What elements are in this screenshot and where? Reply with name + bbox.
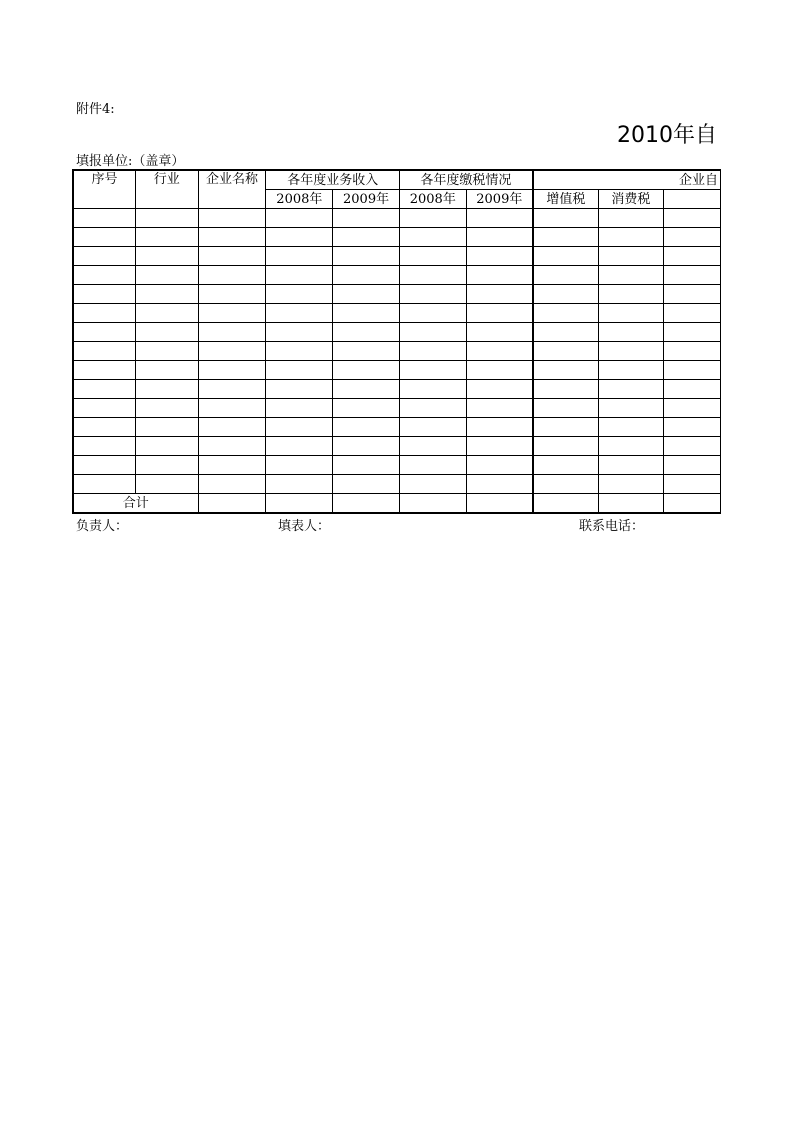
entry-cell[interactable] — [333, 361, 400, 380]
entry-cell[interactable] — [136, 228, 198, 247]
entry-cell[interactable] — [466, 285, 533, 304]
entry-cell[interactable] — [198, 361, 266, 380]
entry-cell[interactable] — [399, 304, 466, 323]
entry-cell[interactable] — [533, 285, 598, 304]
entry-cell[interactable] — [533, 475, 598, 494]
entry-cell[interactable] — [266, 418, 333, 437]
entry-cell[interactable] — [198, 266, 266, 285]
table-row — [73, 380, 721, 399]
entry-cell[interactable] — [663, 304, 720, 323]
entry-cell[interactable] — [399, 342, 466, 361]
entry-cell[interactable] — [399, 456, 466, 475]
entry-cell[interactable] — [533, 380, 598, 399]
total-cell[interactable] — [533, 494, 598, 514]
entry-cell[interactable] — [598, 475, 663, 494]
entry-cell[interactable] — [533, 342, 598, 361]
entry-cell[interactable] — [533, 247, 598, 266]
entry-cell[interactable] — [333, 399, 400, 418]
entry-cell[interactable] — [136, 285, 198, 304]
entry-cell[interactable] — [333, 285, 400, 304]
entry-cell[interactable] — [598, 380, 663, 399]
table-row — [73, 247, 721, 266]
entry-cell[interactable] — [533, 437, 598, 456]
contact-phone-label: 联系电话： — [579, 519, 645, 534]
entry-cell[interactable] — [663, 342, 720, 361]
entry-cell[interactable] — [399, 475, 466, 494]
total-cell[interactable] — [399, 494, 466, 514]
entry-cell[interactable] — [136, 247, 198, 266]
total-cell[interactable] — [598, 494, 663, 514]
entry-cell[interactable] — [198, 304, 266, 323]
entry-cell[interactable] — [533, 228, 598, 247]
table-row — [73, 456, 721, 475]
form-table-container — [72, 169, 721, 514]
entry-cell[interactable] — [663, 399, 720, 418]
entry-cell[interactable] — [466, 437, 533, 456]
entry-cell[interactable] — [198, 323, 266, 342]
entry-cell[interactable] — [333, 456, 400, 475]
header-income-2008: 2008年 — [266, 190, 333, 209]
entry-cell[interactable] — [399, 418, 466, 437]
entry-cell[interactable] — [73, 475, 136, 494]
entry-cell[interactable] — [266, 266, 333, 285]
entry-cell[interactable] — [266, 304, 333, 323]
entry-cell[interactable] — [533, 456, 598, 475]
table-row — [73, 437, 721, 456]
entry-cell[interactable] — [266, 475, 333, 494]
entry-cell[interactable] — [533, 361, 598, 380]
entry-cell[interactable] — [399, 228, 466, 247]
entry-cell[interactable] — [598, 342, 663, 361]
entry-cell[interactable] — [136, 209, 198, 228]
entry-cell[interactable] — [198, 437, 266, 456]
entry-cell[interactable] — [333, 304, 400, 323]
entry-cell[interactable] — [136, 323, 198, 342]
entry-cell[interactable] — [333, 418, 400, 437]
header-tax-group: 各年度缴税情况 — [399, 170, 533, 190]
entry-cell[interactable] — [266, 456, 333, 475]
entry-cell[interactable] — [266, 380, 333, 399]
entry-cell[interactable] — [598, 285, 663, 304]
entry-cell[interactable] — [399, 399, 466, 418]
entry-cell[interactable] — [198, 456, 266, 475]
entry-cell[interactable] — [598, 304, 663, 323]
entry-cell[interactable] — [663, 323, 720, 342]
table-row — [73, 209, 721, 228]
entry-cell[interactable] — [399, 209, 466, 228]
entry-cell[interactable] — [333, 380, 400, 399]
entry-cell[interactable] — [333, 209, 400, 228]
entry-cell[interactable] — [73, 380, 136, 399]
total-cell[interactable] — [266, 494, 333, 514]
entry-cell[interactable] — [136, 399, 198, 418]
header-extra — [663, 190, 720, 209]
table-row — [73, 418, 721, 437]
entry-cell[interactable] — [598, 266, 663, 285]
entry-cell[interactable] — [73, 437, 136, 456]
total-row — [73, 494, 721, 514]
header-income-group: 各年度业务收入 — [266, 170, 399, 190]
attachment-label: 附件4: — [76, 102, 115, 117]
entry-cell[interactable] — [663, 266, 720, 285]
entry-cell[interactable] — [266, 228, 333, 247]
header-consumption-tax: 消费税 — [598, 190, 663, 209]
reporting-unit-label: 填报单位:（盖章） — [76, 154, 185, 169]
responsible-person-label: 负责人： — [76, 519, 129, 534]
total-cell[interactable] — [466, 494, 533, 514]
header-company: 企业名称 — [198, 170, 266, 209]
entry-cell[interactable] — [73, 456, 136, 475]
entry-cell[interactable] — [466, 228, 533, 247]
entry-cell[interactable] — [466, 399, 533, 418]
entry-cell[interactable] — [466, 247, 533, 266]
entry-cell[interactable] — [73, 361, 136, 380]
entry-cell[interactable] — [73, 304, 136, 323]
entry-cell[interactable] — [73, 266, 136, 285]
header-tax-2008: 2008年 — [399, 190, 466, 209]
entry-cell[interactable] — [198, 228, 266, 247]
entry-cell[interactable] — [663, 475, 720, 494]
entry-cell[interactable] — [136, 475, 198, 494]
entry-cell[interactable] — [533, 209, 598, 228]
entry-cell[interactable] — [663, 437, 720, 456]
entry-cell[interactable] — [598, 399, 663, 418]
entry-cell[interactable] — [598, 247, 663, 266]
table-row — [73, 228, 721, 247]
entry-cell[interactable] — [333, 342, 400, 361]
entry-cell[interactable] — [399, 437, 466, 456]
table-row — [73, 285, 721, 304]
entry-cell[interactable] — [466, 209, 533, 228]
entry-cell[interactable] — [136, 342, 198, 361]
entry-cell[interactable] — [73, 418, 136, 437]
entry-cell[interactable] — [266, 437, 333, 456]
entry-cell[interactable] — [466, 342, 533, 361]
header-industry: 行业 — [136, 170, 198, 209]
entry-cell[interactable] — [466, 475, 533, 494]
entry-cell[interactable] — [663, 247, 720, 266]
entry-cell[interactable] — [266, 399, 333, 418]
entry-cell[interactable] — [73, 209, 136, 228]
form-table — [72, 169, 721, 514]
entry-cell[interactable] — [73, 247, 136, 266]
entry-cell[interactable] — [466, 323, 533, 342]
entry-cell[interactable] — [198, 418, 266, 437]
entry-cell[interactable] — [198, 247, 266, 266]
table-row — [73, 304, 721, 323]
entry-cell[interactable] — [466, 418, 533, 437]
entry-cell[interactable] — [533, 323, 598, 342]
entry-cell[interactable] — [399, 380, 466, 399]
entry-cell[interactable] — [466, 361, 533, 380]
entry-cell[interactable] — [466, 456, 533, 475]
entry-cell[interactable] — [663, 456, 720, 475]
entry-cell[interactable] — [266, 342, 333, 361]
entry-cell[interactable] — [598, 418, 663, 437]
table-row — [73, 361, 721, 380]
entry-cell[interactable] — [399, 285, 466, 304]
entry-cell[interactable] — [663, 380, 720, 399]
entry-cell[interactable] — [136, 380, 198, 399]
entry-cell[interactable] — [198, 475, 266, 494]
total-cell[interactable] — [663, 494, 720, 514]
entry-cell[interactable] — [533, 304, 598, 323]
entry-cell[interactable] — [333, 323, 400, 342]
entry-cell[interactable] — [198, 399, 266, 418]
entry-cell[interactable] — [136, 266, 198, 285]
entry-cell[interactable] — [533, 266, 598, 285]
entry-cell[interactable] — [399, 361, 466, 380]
table-row — [73, 475, 721, 494]
entry-cell[interactable] — [399, 247, 466, 266]
entry-cell[interactable] — [663, 285, 720, 304]
total-label: 合计 — [73, 494, 198, 514]
entry-cell[interactable] — [136, 361, 198, 380]
header-income-2009: 2009年 — [333, 190, 400, 209]
entry-cell[interactable] — [136, 437, 198, 456]
entry-cell[interactable] — [333, 475, 400, 494]
entry-cell[interactable] — [333, 228, 400, 247]
entry-cell[interactable] — [533, 418, 598, 437]
table-row — [73, 342, 721, 361]
entry-cell[interactable] — [663, 418, 720, 437]
entry-cell[interactable] — [663, 209, 720, 228]
entry-cell[interactable] — [663, 361, 720, 380]
form-title: 2010年自 — [617, 123, 717, 148]
header-vat: 增值税 — [533, 190, 598, 209]
entry-cell[interactable] — [136, 418, 198, 437]
entry-cell[interactable] — [533, 399, 598, 418]
entry-cell[interactable] — [266, 323, 333, 342]
entry-cell[interactable] — [73, 228, 136, 247]
entry-cell[interactable] — [399, 266, 466, 285]
total-cell[interactable] — [198, 494, 266, 514]
entry-cell[interactable] — [333, 266, 400, 285]
entry-cell[interactable] — [136, 304, 198, 323]
entry-cell[interactable] — [598, 323, 663, 342]
table-row — [73, 399, 721, 418]
entry-cell[interactable] — [466, 304, 533, 323]
entry-cell[interactable] — [598, 228, 663, 247]
entry-cell[interactable] — [266, 361, 333, 380]
entry-cell[interactable] — [198, 342, 266, 361]
header-self-group: 企业自 — [533, 170, 721, 190]
table-row — [73, 266, 721, 285]
total-cell[interactable] — [333, 494, 400, 514]
entry-cell[interactable] — [198, 380, 266, 399]
entry-cell[interactable] — [73, 399, 136, 418]
entry-cell[interactable] — [399, 323, 466, 342]
entry-cell[interactable] — [266, 209, 333, 228]
form-filler-label: 填表人： — [278, 519, 331, 534]
entry-cell[interactable] — [198, 209, 266, 228]
entry-cell[interactable] — [198, 285, 266, 304]
table-row — [73, 323, 721, 342]
entry-cell[interactable] — [466, 266, 533, 285]
entry-cell[interactable] — [73, 285, 136, 304]
header-tax-2009: 2009年 — [466, 190, 533, 209]
entry-cell[interactable] — [333, 437, 400, 456]
entry-cell[interactable] — [333, 247, 400, 266]
entry-cell[interactable] — [598, 437, 663, 456]
entry-cell[interactable] — [598, 361, 663, 380]
entry-cell[interactable] — [73, 342, 136, 361]
header-seq: 序号 — [73, 170, 136, 209]
entry-cell[interactable] — [466, 380, 533, 399]
entry-cell[interactable] — [266, 247, 333, 266]
entry-cell[interactable] — [663, 228, 720, 247]
entry-cell[interactable] — [598, 209, 663, 228]
entry-cell[interactable] — [73, 323, 136, 342]
entry-cell[interactable] — [598, 456, 663, 475]
entry-cell[interactable] — [266, 285, 333, 304]
entry-cell[interactable] — [136, 456, 198, 475]
